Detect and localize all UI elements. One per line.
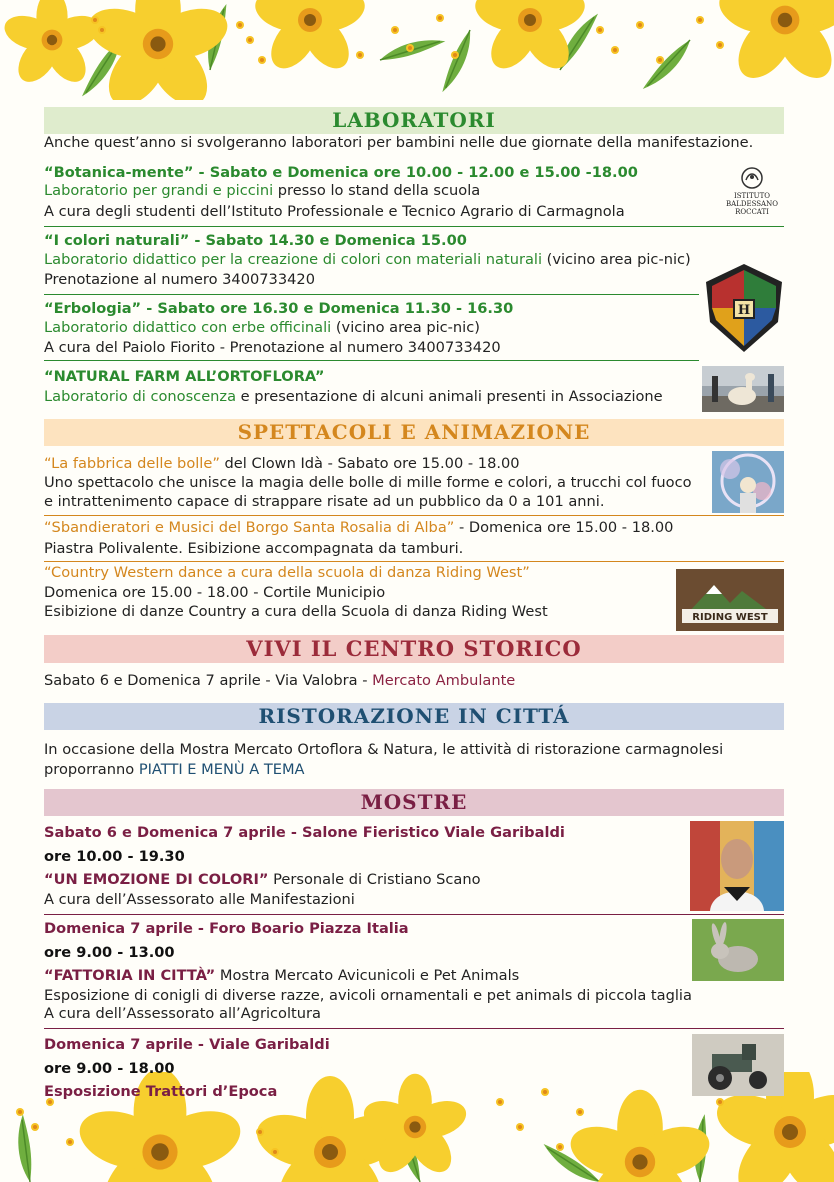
- show-divider: [44, 561, 784, 562]
- mostra-fattoria-heading: Domenica 7 aprile - Foro Boario Piazza Italia: [44, 920, 409, 937]
- laboratori-banner: [44, 107, 784, 134]
- mostra-fattoria-credit: A cura dell’Assessorato all’Agricoltura: [44, 1005, 321, 1022]
- lab-colori-desc: Laboratorio didattico per la creazione di colori con materiali naturali (vicino area pic-nic): [44, 251, 691, 268]
- lab-botanica-credit: A cura degli studenti dell’Istituto Professionale e Tecnico Agrario di Carmagnola: [44, 203, 625, 220]
- lab-farm-heading: “NATURAL FARM ALL’ORTOFLORA”: [44, 368, 325, 385]
- mostra-fattoria-desc: Esposizione di conigli di diverse razze, avicoli ornamentali e pet animals di piccola taglia: [44, 987, 692, 1004]
- lab-erbologia-heading: “Erbologia” - Sabato ore 16.30 e Domenica 11.30 - 16.30: [44, 300, 514, 317]
- svg-text:RIDING WEST: RIDING WEST: [692, 612, 768, 623]
- mostre-divider: [44, 1028, 784, 1029]
- portrait-image-icon: [690, 821, 784, 911]
- tractor-image-icon: [692, 1034, 784, 1096]
- lab-botanica-heading: “Botanica-mente” - Sabato e Domenica ore 10.00 - 12.00 e 15.00 -18.00: [44, 164, 638, 181]
- spettacoli-banner: [44, 419, 784, 446]
- show-country-desc: Esibizione di danze Country a cura della Scuola di danza Riding West: [44, 603, 548, 620]
- svg-text:H: H: [737, 303, 751, 318]
- bubbles-image-icon: [712, 451, 784, 513]
- centro-title: VIVI IL CENTRO STORICO: [246, 636, 582, 661]
- show-bolle-desc-2: e intrattenimento capace di strappare risate ad un pubblico da 0 a 101 anni.: [44, 493, 605, 510]
- mostre-title: MOSTRE: [360, 790, 468, 814]
- show-sbandieratori-desc: Piastra Polivalente. Esibizione accompagnata da tamburi.: [44, 540, 464, 557]
- mostra-trattori-title: Esposizione Trattori d’Epoca: [44, 1083, 278, 1100]
- alpaca-photo: [702, 366, 784, 412]
- lab-divider: [44, 226, 784, 227]
- ristorazione-line-2: proporranno PIATTI E MENÙ A TEMA: [44, 761, 305, 778]
- lab-divider: [44, 360, 699, 361]
- lab-botanica-desc: Laboratorio per grandi e piccini presso lo stand della scuola: [44, 182, 481, 199]
- mostra-colori-credit: A cura dell’Assessorato alle Manifestazioni: [44, 891, 355, 908]
- mountain-logo-icon: [676, 569, 784, 631]
- mostra-trattori-heading: Domenica 7 aprile - Viale Garibaldi: [44, 1036, 330, 1053]
- show-divider: [44, 515, 784, 516]
- show-country-heading: “Country Western dance a cura della scuola di danza Riding West”: [44, 564, 530, 581]
- rabbit-image-icon: [692, 919, 784, 981]
- school-crest-icon: [740, 166, 764, 190]
- centro-line: Sabato 6 e Domenica 7 aprile - Via Valobra - Mercato Ambulante: [44, 672, 516, 689]
- shield-crest-icon: [704, 262, 784, 354]
- lab-divider: [44, 294, 699, 295]
- ristorazione-banner: [44, 703, 784, 730]
- show-sbandieratori-heading: “Sbandieratori e Musici del Borgo Santa Rosalia di Alba” - Domenica ore 15.00 - 18.00: [44, 519, 674, 536]
- artist-portrait-photo: [690, 821, 784, 911]
- bubbles-clown-photo: [712, 451, 784, 513]
- ristorazione-title: RISTORAZIONE IN CITTÁ: [258, 704, 570, 728]
- laboratori-intro: Anche quest’anno si svolgeranno laboratori per bambini nelle due giornate della manifestazione.: [44, 134, 754, 151]
- lab-erbologia-credit: A cura del Paiolo Fiorito - Prenotazione al numero 3400733420: [44, 339, 501, 356]
- lab-colori-heading: “I colori naturali” - Sabato 14.30 e Domenica 15.00: [44, 232, 467, 249]
- flower-decoration-icon: [0, 0, 834, 100]
- mostra-fattoria-title: “FATTORIA IN CITTÀ” Mostra Mercato Avicunicoli e Pet Animals: [44, 967, 520, 984]
- rabbit-photo: [692, 919, 784, 981]
- lab-farm-desc: Laboratorio di conoscenza e presentazione di alcuni animali presenti in Associazione: [44, 388, 663, 405]
- lab-colori-booking: Prenotazione al numero 3400733420: [44, 271, 315, 288]
- istituto-logo: ISTITUTO BALDESSANO ROCCATI: [722, 166, 782, 220]
- mostra-trattori-hours: ore 9.00 - 18.00: [44, 1060, 175, 1077]
- show-bolle-heading: “La fabbrica delle bolle” del Clown Idà - Sabato ore 15.00 - 18.00: [44, 455, 520, 472]
- laboratori-title: LABORATORI: [332, 108, 496, 132]
- mostra-fattoria-hours: ore 9.00 - 13.00: [44, 944, 175, 961]
- show-country-time: Domenica ore 15.00 - 18.00 - Cortile Municipio: [44, 584, 386, 601]
- mostre-banner: [44, 789, 784, 816]
- ristorazione-line-1: In occasione della Mostra Mercato Ortoflora & Natura, le attività di ristorazione carmagnolesi: [44, 741, 724, 758]
- flower-border-top: [0, 0, 834, 100]
- riding-west-logo: [676, 569, 784, 631]
- mostre-divider: [44, 914, 784, 915]
- mostra-colori-title: “UN EMOZIONE DI COLORI” Personale di Cristiano Scano: [44, 871, 481, 888]
- alpaca-image-icon: [702, 366, 784, 412]
- spettacoli-title: SPETTACOLI E ANIMAZIONE: [237, 420, 591, 444]
- hogwarts-crest-image: [704, 262, 784, 354]
- mostra-colori-hours: ore 10.00 - 19.30: [44, 848, 185, 865]
- tractor-photo: [692, 1034, 784, 1096]
- centro-banner: [44, 635, 784, 663]
- lab-erbologia-desc: Laboratorio didattico con erbe officinali (vicino area pic-nic): [44, 319, 480, 336]
- mostra-colori-heading: Sabato 6 e Domenica 7 aprile - Salone Fieristico Viale Garibaldi: [44, 824, 565, 841]
- show-bolle-desc-1: Uno spettacolo che unisce la magia delle bolle di mille forme e colori, a trucchi col fuoco: [44, 474, 692, 491]
